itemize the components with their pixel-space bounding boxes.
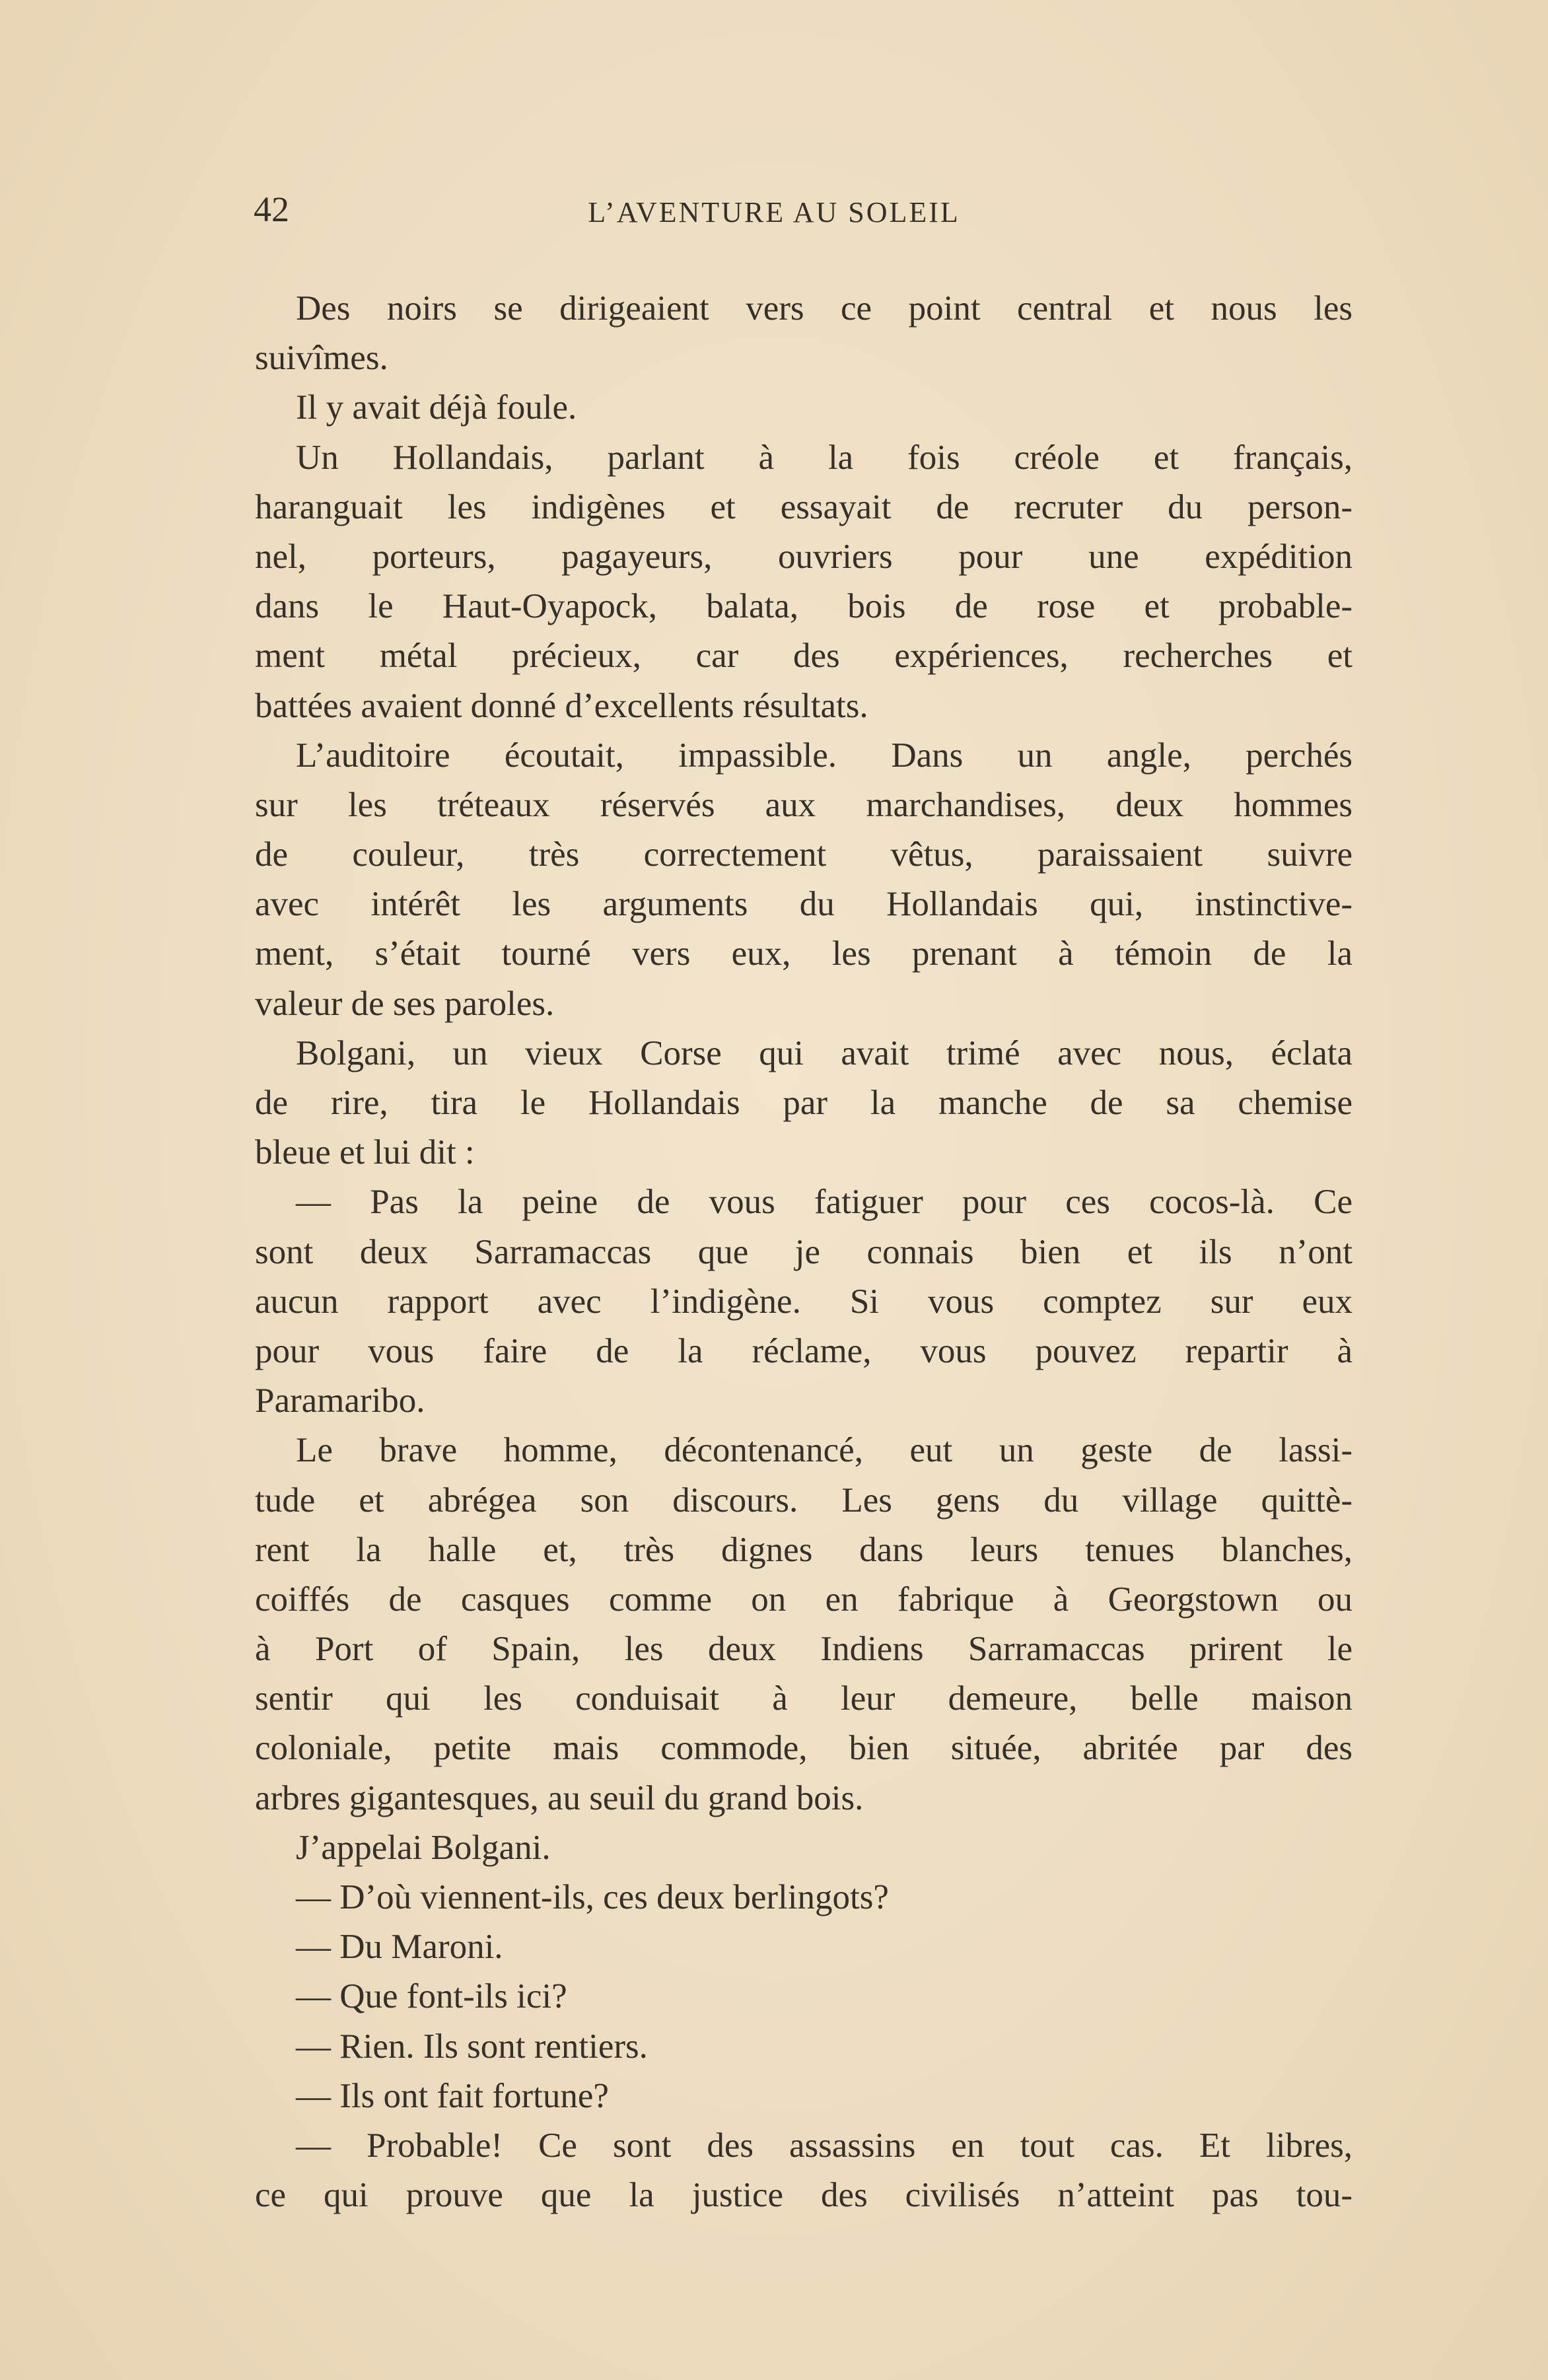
text-line: — Ils ont fait fortune?	[296, 2076, 609, 2115]
text-line: de couleur, très correctement vêtus, paraissaient suivre	[255, 835, 1353, 874]
text-line: coiffés de casques comme on en fabrique à Georgstown ou	[255, 1580, 1353, 1619]
text-line: Bolgani, un vieux Corse qui avait trimé avec nous, éclata	[296, 1033, 1353, 1072]
text-line: aucun rapport avec l’indigène. Si vous comptez sur eux	[255, 1282, 1353, 1321]
text-line: avec intérêt les arguments du Hollandais qui, instinctive-	[255, 885, 1353, 924]
text-line: tude et abrégea son discours. Les gens du village quittè-	[255, 1481, 1353, 1520]
text-line: à Port of Spain, les deux Indiens Sarramaccas prirent le	[255, 1630, 1353, 1669]
text-line: sur les tréteaux réservés aux marchandises, deux hommes	[255, 785, 1353, 824]
text-line: haranguait les indigènes et essayait de recruter du person-	[255, 487, 1353, 526]
text-line: dans le Haut-Oyapock, balata, bois de rose et probable-	[255, 587, 1353, 626]
text-line: ment métal précieux, car des expériences, recherches et	[255, 637, 1353, 676]
text-line: de rire, tira le Hollandais par la manche de sa chemise	[255, 1084, 1353, 1122]
text-line: bleue et lui dit :	[255, 1133, 475, 1172]
body-text	[255, 284, 1353, 2220]
text-line: — Pas la peine de vous fatiguer pour ces cocos-là. Ce	[296, 1183, 1353, 1222]
running-title: L’AVENTURE AU SOLEIL	[588, 196, 960, 228]
page-number: 42	[254, 190, 289, 229]
text-line: — Que font-ils ici?	[296, 1977, 567, 2016]
text-line: sentir qui les conduisait à leur demeure, belle maison	[255, 1679, 1353, 1718]
text-line: coloniale, petite mais commode, bien située, abritée par des	[255, 1729, 1353, 1768]
text-line: ment, s’était tourné vers eux, les prenant à témoin de la	[255, 934, 1353, 973]
text-line: Un Hollandais, parlant à la fois créole et français,	[296, 438, 1353, 477]
text-line: nel, porteurs, pagayeurs, ouvriers pour une expédition	[255, 537, 1353, 576]
text-line: pour vous faire de la réclame, vous pouvez repartir à	[255, 1331, 1353, 1370]
text-line: — Probable! Ce sont des assassins en tout cas. Et libres,	[296, 2126, 1353, 2165]
text-line: Le brave homme, décontenancé, eut un geste de lassi-	[296, 1431, 1353, 1470]
text-line: valeur de ses paroles.	[255, 984, 555, 1023]
text-line: Il y avait déjà foule.	[296, 388, 577, 427]
text-line: Des noirs se dirigeaient vers ce point central et nous les	[296, 289, 1353, 328]
text-line: — Du Maroni.	[296, 1928, 503, 1967]
text-line: suivîmes.	[255, 339, 388, 378]
text-line: L’auditoire écoutait, impassible. Dans un angle, perchés	[296, 736, 1353, 775]
text-line: rent la halle et, très dignes dans leurs tenues blanches,	[255, 1530, 1353, 1569]
text-line: Paramaribo.	[255, 1382, 425, 1420]
text-line: arbres gigantesques, au seuil du grand bois.	[255, 1778, 864, 1817]
text-line: — Rien. Ils sont rentiers.	[296, 2027, 648, 2066]
text-line: ce qui prouve que la justice des civilisés n’atteint pas tou-	[255, 2176, 1353, 2215]
text-line: — D’où viennent-ils, ces deux berlingots?	[296, 1878, 889, 1916]
text-line: sont deux Sarramaccas que je connais bien et ils n’ont	[255, 1232, 1353, 1271]
text-line: battées avaient donné d’excellents résultats.	[255, 686, 868, 725]
text-line: J’appelai Bolgani.	[296, 1828, 551, 1867]
